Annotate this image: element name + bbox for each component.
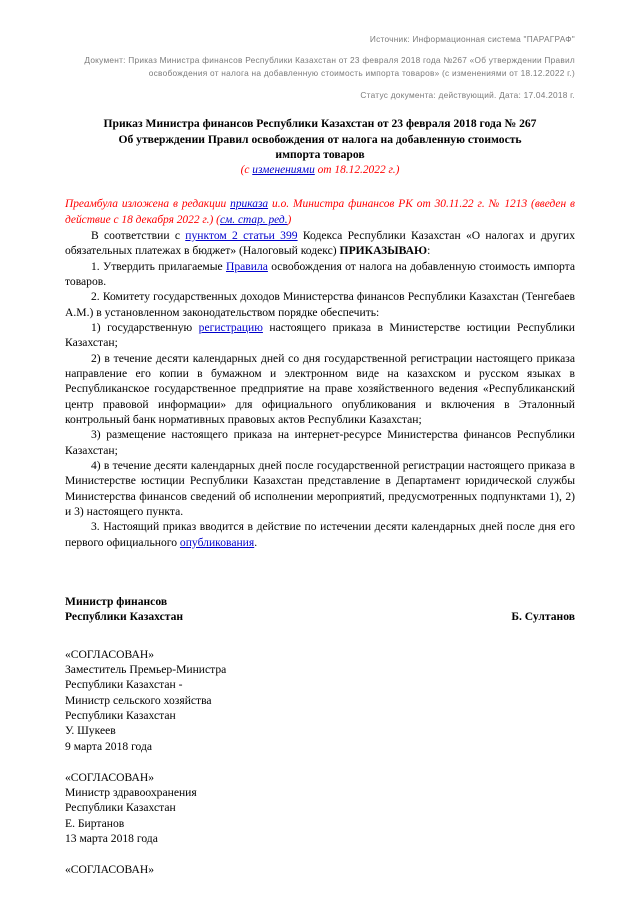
approval-1-signer-name: У. Шукеев	[65, 724, 116, 738]
approval-2-line-2: Республики Казахстан	[65, 801, 176, 815]
item-1-text-b: освобождения от налога на добавленную стоимость импорта товаров.	[65, 259, 576, 288]
item-3-text-a: 3. Настоящий приказ вводится в действие по истечении десяти календарных дней после дня его первого официального	[65, 520, 575, 549]
preamble-amendment-note	[65, 178, 575, 228]
approval-3-header: «СОГЛАСОВАН»	[65, 862, 155, 876]
intro-text-b: Кодекса Республики Казахстан «О налогах и других обязательных платежах в бюджет» (Налоговый кодекс)	[65, 228, 575, 258]
preamble-text-part-2: и.о. Министра финансов РК от 30.11.22 г. № 1213 (введен в действие с 18 декабря 2022 г.) (	[65, 198, 575, 226]
subitem-1-text-a: 1) государственную	[91, 320, 199, 334]
paragraph-subitem-2: 2) в течение десяти календарных дней со дня государственной регистрации настоящего приказа направление его копии в бумажном и электронном виде на казахском и русском языках в Республиканское государственное предприятие на праве хозяйственного ведения «Республиканский центр правовой информации» для официального опубликования и включения в Эталонный контрольный банк нормативных правовых актов Республики Казахстан;	[65, 351, 575, 426]
intro-text-a: В соответствии с	[91, 228, 186, 242]
approvals-section	[65, 625, 575, 877]
paragraph-intro	[65, 228, 575, 259]
amendment-note	[65, 162, 575, 178]
document-description-line: Документ: Приказ Министра финансов Республики Казахстан от 23 февраля 2018 года №267 «Об утверждении Правил освобождения от налога на добавленную стоимость импорта товаров» (с изменениями от 18.12.2022 г.)	[84, 54, 575, 79]
approval-1-line-4: Республики Казахстан	[65, 709, 176, 723]
approval-block-2	[65, 770, 575, 847]
signer-name: Б. Султанов	[511, 610, 575, 624]
approval-2-line-1: Министр здравоохранения	[65, 785, 197, 799]
approval-1-header: «СОГЛАСОВАН»	[65, 647, 155, 661]
approval-block-3	[65, 862, 575, 877]
preamble-text-part-1: Преамбула изложена в редакции	[65, 198, 231, 211]
paragraph-item-2: 2. Комитету государственных доходов Министерства финансов Республики Казахстан (Тенгебаев А.М.) в установленном законодательством порядке обеспечить:	[65, 290, 575, 319]
article-399-link[interactable]: пунктом 2 статьи 399	[185, 228, 298, 242]
intro-text-c: :	[427, 244, 431, 258]
source-line: Источник: Информационная система "ПАРАГРАФ"	[369, 34, 575, 44]
prikazyvayu-keyword: ПРИКАЗЫВАЮ	[339, 244, 428, 258]
amendment-suffix: от 18.12.2022 г.)	[314, 164, 400, 177]
approval-1-line-1: Заместитель Премьер-Министра	[65, 663, 227, 677]
registration-link[interactable]: регистрацию	[198, 320, 263, 334]
paragraph-subitem-1	[65, 320, 575, 351]
preamble-text-part-3: )	[287, 213, 292, 226]
paragraph-subitem-4: 4) в течение десяти календарных дней после государственной регистрации настоящего приказа в Министерстве юстиции Республики Казахстан представление в Департамент юридической службы Министерства финансов сведений об исполнении мероприятий, предусмотренных подпунктами 1), 2) и 3) настоящего пункта.	[65, 459, 575, 519]
paragraph-item-1	[65, 259, 575, 290]
approval-1-date: 9 марта 2018 года	[65, 739, 153, 753]
amendment-prefix: (с	[240, 164, 253, 177]
rules-link[interactable]: Правила	[225, 259, 268, 273]
paragraph-item-3	[65, 519, 575, 550]
approval-2-date: 13 марта 2018 года	[65, 831, 158, 845]
item-1-text-a: 1. Утвердить прилагаемые	[91, 259, 226, 273]
publication-link[interactable]: опубликования	[179, 535, 255, 549]
paragraph-subitem-3: 3) размещение настоящего приказа на интернет-ресурсе Министерства финансов Республики Казахстан;	[65, 428, 575, 457]
title-line-1: Приказ Министра финансов Республики Казахстан от 23 февраля 2018 года № 267	[103, 117, 537, 131]
title-line-2: Об утверждении Правил освобождения от налога на добавленную стоимость	[118, 132, 522, 146]
signature-block	[65, 550, 575, 625]
preamble-order-link[interactable]: приказа	[230, 198, 269, 211]
signer-role-line-2: Республики Казахстан	[65, 610, 184, 624]
approval-1-line-3: Министр сельского хозяйства	[65, 693, 212, 707]
approval-2-signer-name: Е. Биртанов	[65, 816, 125, 830]
item-3-text-b: .	[254, 535, 258, 549]
approval-block-1	[65, 647, 575, 754]
page-title	[65, 102, 575, 178]
preamble-old-version-link[interactable]: см. стар. ред.	[219, 213, 288, 226]
subitem-1-text-b: настоящего приказа в Министерстве юстиции Республики Казахстан;	[65, 320, 576, 350]
title-line-3: импорта товаров	[275, 147, 365, 161]
document-status-line: Статус документа: действующий. Дата: 17.04.2018 г.	[360, 89, 575, 100]
approval-1-line-2: Республики Казахстан -	[65, 678, 183, 692]
signer-role-line-1: Министр финансов	[65, 595, 168, 609]
approval-2-header: «СОГЛАСОВАН»	[65, 770, 155, 784]
amendment-link[interactable]: изменениями	[252, 164, 315, 177]
